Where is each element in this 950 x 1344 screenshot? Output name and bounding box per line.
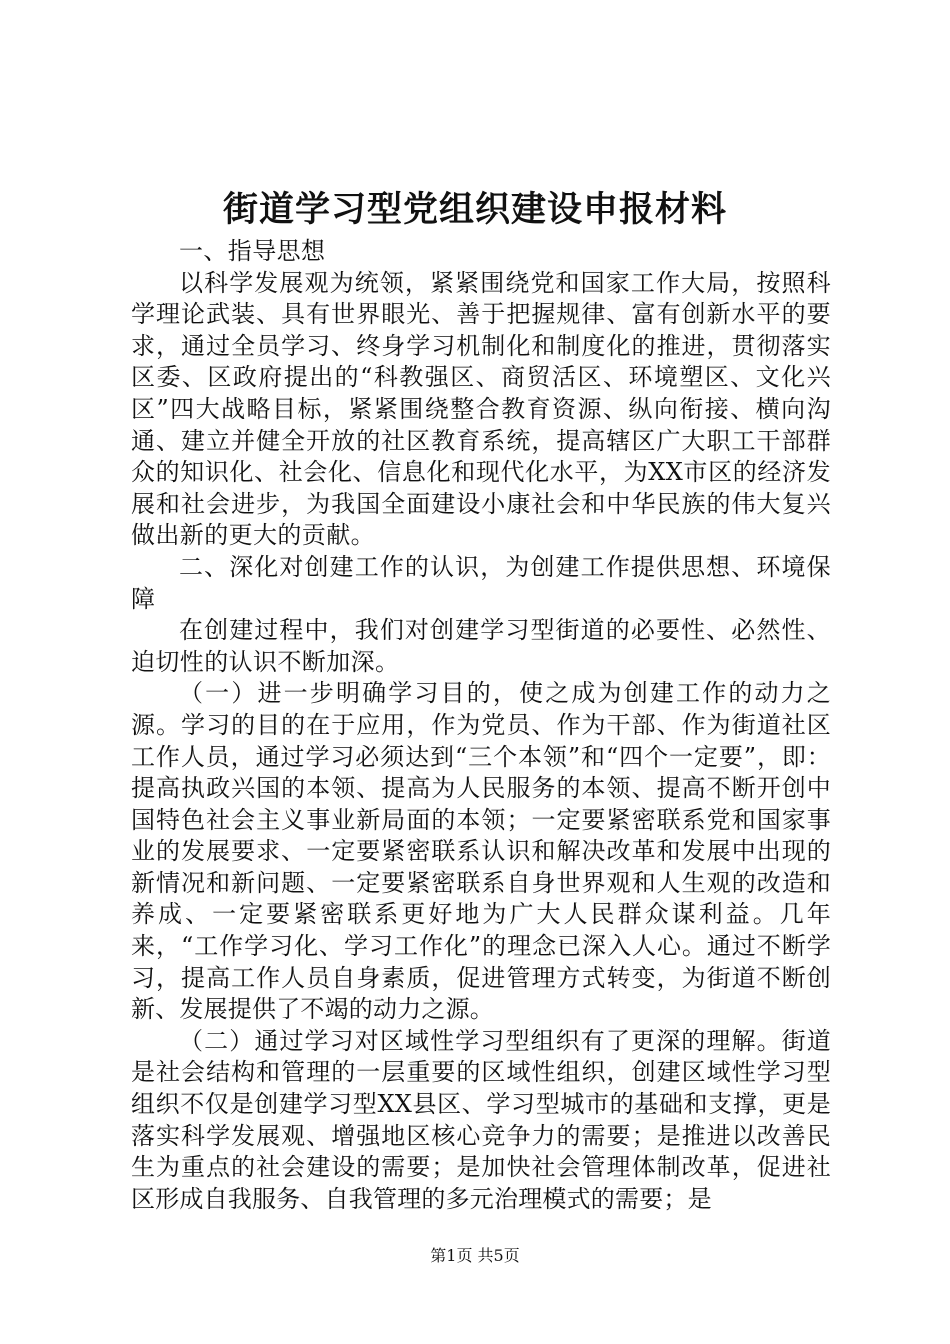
page-footer: 第1页 共5页: [430, 1246, 520, 1265]
document-title: 街道学习型党组织建设申报材料: [222, 189, 727, 230]
paragraph-guiding-ideology: 以科学发展观为统领，紧紧围绕党和国家工作大局，按照科学理论武装、具有世界眼光、善于把握规律、富有创新水平的要求，通过全员学习、终身学习机制化和制度化的推进，贯彻落实区委、区政府提出的“科教强区、商贸活区、环境塑区、文化兴区”四大战略目标，紧紧围绕整合教育资源、纵向衔接、横向沟通、建立并健全开放的社区教育系统，提高辖区广大职工干部群众的知识化、社会化、信息化和现代化水平，为XX市区的经济发展和社会进步，为我国全面建设小康社会和中华民族的伟大复兴做出新的更大的贡献。: [131, 268, 831, 550]
document-body: [131, 236, 831, 1215]
section-heading-guiding-ideology: 一、指导思想: [179, 237, 326, 265]
paragraph-creation-process: 在创建过程中，我们对创建学习型街道的必要性、必然性、迫切性的认识不断加深。: [131, 616, 831, 676]
paragraph-regional-organization: （二）通过学习对区域性学习型组织有了更深的理解。街道是社会结构和管理的一层重要的区域性组织，创建区域性学习型组织不仅是创建学习型XX县区、学习型城市的基础和支撑，更是落实科学发展观、增强地区核心竞争力的需要；是推进以改善民生为重点的社会建设的需要；是加快社会管理体制改革，促进社区形成自我服务、自我管理的多元治理模式的需要；是: [131, 1026, 831, 1213]
paragraph-learning-purpose: （一）进一步明确学习目的，使之成为创建工作的动力之源。学习的目的在于应用，作为党员、作为干部、作为街道社区工作人员，通过学习必须达到“三个本领”和“四个一定要”，即：提高执政兴国的本领、提高为人民服务的本领、提高不断开创中国特色社会主义事业新局面的本领；一定要紧密联系党和国家事业的发展要求、一定要紧密联系认识和解决改革和发展中出现的新情况和新问题、一定要紧密联系自身世界观和人生观的改造和养成、一定要紧密联系更好地为广大人民群众谋利益。几年来，“工作学习化、学习工作化”的理念已深入人心。通过不断学习，提高工作人员自身素质，促进管理方式转变，为街道不断创新、发展提供了不竭的动力之源。: [131, 679, 831, 1024]
section-heading-deepen-understanding: 二、深化对创建工作的认识，为创建工作提供思想、环境保障: [131, 552, 831, 613]
